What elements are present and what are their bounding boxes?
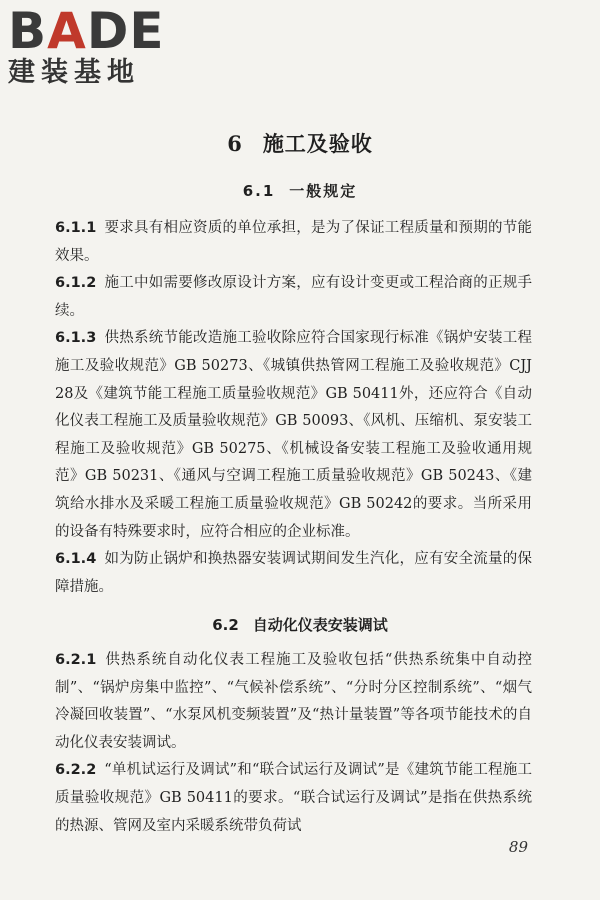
bade-logo [8,2,165,88]
section-body [55,215,532,601]
chapter-name: 施工及验收 [262,131,373,156]
clause-text: 施工中如需要修改原设计方案，应有设计变更或工程洽商的正规手续。 [55,275,532,319]
page-number: 89 [508,838,528,856]
clause-number: 6.2.1 [55,652,97,668]
section-number: 6.2 [212,616,239,634]
section-title: 自动化仪表安装调试 [252,616,388,634]
section-number: 6.1 [242,182,276,200]
clause [55,215,532,270]
clause-text: “单机试运行及调试”和“联合试运行及调试”是《建筑节能工程施工质量验收规范》GB 50411的要求。“联合试运行及调试”是指在供热系统的热源、管网及室内采暖系统带负荷试 [55,762,532,834]
clause [55,325,532,546]
clause-text: 要求具有相应资质的单位承担，是为了保证工程质量和预期的节能效果。 [55,220,532,264]
section-heading [0,614,600,635]
clause-text: 供热系统自动化仪表工程施工及验收包括“供热系统集中自动控制”、“锅炉房集中监控”、“气候补偿系统”、“分时分区控制系统”、“烟气冷凝回收装置”、“水泵风机变频装置”及“热计量装置”等各项节能技术的自动化仪表安装调试。 [55,652,532,751]
section-heading [0,180,600,201]
logo-accent-letter: A [47,2,87,60]
section-title: 一般规定 [289,182,358,200]
clause-text: 供热系统节能改造施工验收除应符合国家现行标准《锅炉安装工程施工及验收规范》GB 50273、《城镇供热管网工程施工及验收规范》CJJ 28及《建筑节能工程施工质量验收规范》GB 50411外，还应符合《自动化仪表工程施工及质量验收规范》GB 50093、《风机、压缩机、泵安装工程施工及验收规范》GB 50275、《机械设备安装工程施工及验收通用规范》GB 50231、《通风与空调工程施工质量验收规范》GB 50243、《建筑给水排水及采暖工程施工质量验收规范》GB 50242的要求。当所采用的设备有特殊要求时，应符合相应的企业标准。 [55,330,532,540]
clause-number: 6.1.2 [55,275,97,292]
clause-text: 如为防止锅炉和换热器安装调试期间发生汽化，应有安全流量的保障措施。 [55,551,532,595]
clause [55,757,532,840]
logo-wordmark: BADE [8,2,165,60]
clause-number: 6.1.4 [55,551,97,568]
logo-subtitle: 建装基地 [8,57,140,88]
clause-number: 6.2.2 [55,762,97,779]
clause-number: 6.1.3 [55,330,97,347]
clause-number: 6.1.1 [55,220,97,236]
clause [55,647,532,757]
chapter-number: 6 [227,131,243,156]
clause [55,546,532,601]
section-body [55,647,532,840]
clause [55,270,532,325]
chapter-title [0,128,600,158]
